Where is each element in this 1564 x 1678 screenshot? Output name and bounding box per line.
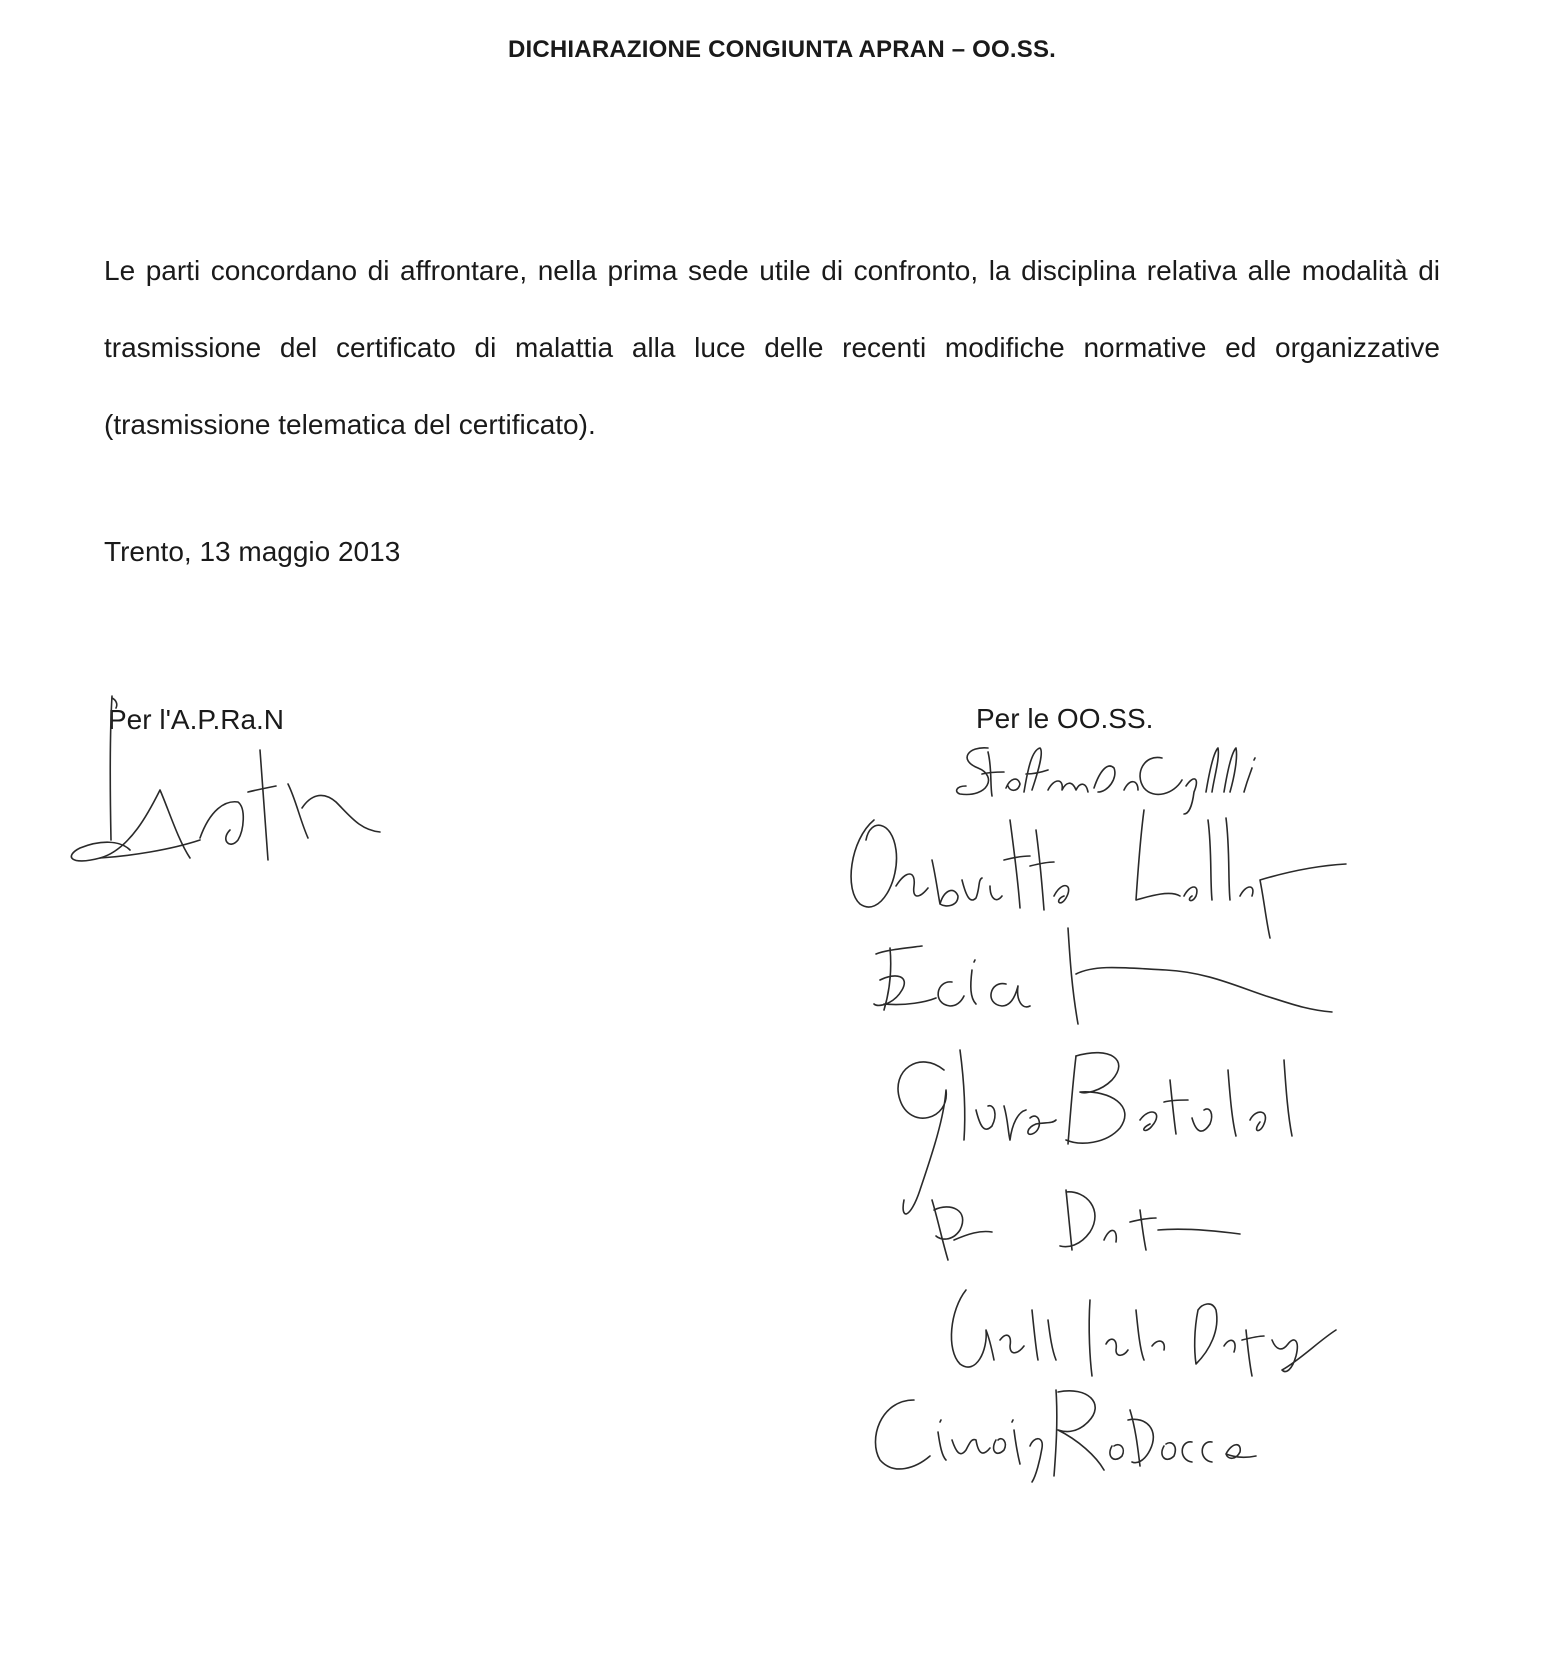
union-signature-7 xyxy=(860,1380,1300,1490)
apran-signature xyxy=(60,690,400,890)
apran-signature-label: Per l'A.P.Ra.N xyxy=(108,704,285,735)
union-signature-2 xyxy=(840,800,1360,940)
document-body: Le parti concordano di affrontare, nella prima sede utile di confronto, la disciplina relativa alle modalità di trasmissione del certificato di malattia alla luce delle recenti modifiche normative ed organizzative (trasmissione telematica del certificato). xyxy=(104,255,1440,440)
union-signature-5 xyxy=(920,1180,1280,1270)
union-signature-6 xyxy=(940,1280,1360,1380)
place-date: Trento, 13 maggio 2013 xyxy=(104,536,401,567)
union-signature-3 xyxy=(866,920,1346,1040)
document-title: DICHIARAZIONE CONGIUNTA APRAN – OO.SS. xyxy=(507,36,1057,63)
unions-signature-label: Per le OO.SS. xyxy=(976,703,1154,734)
